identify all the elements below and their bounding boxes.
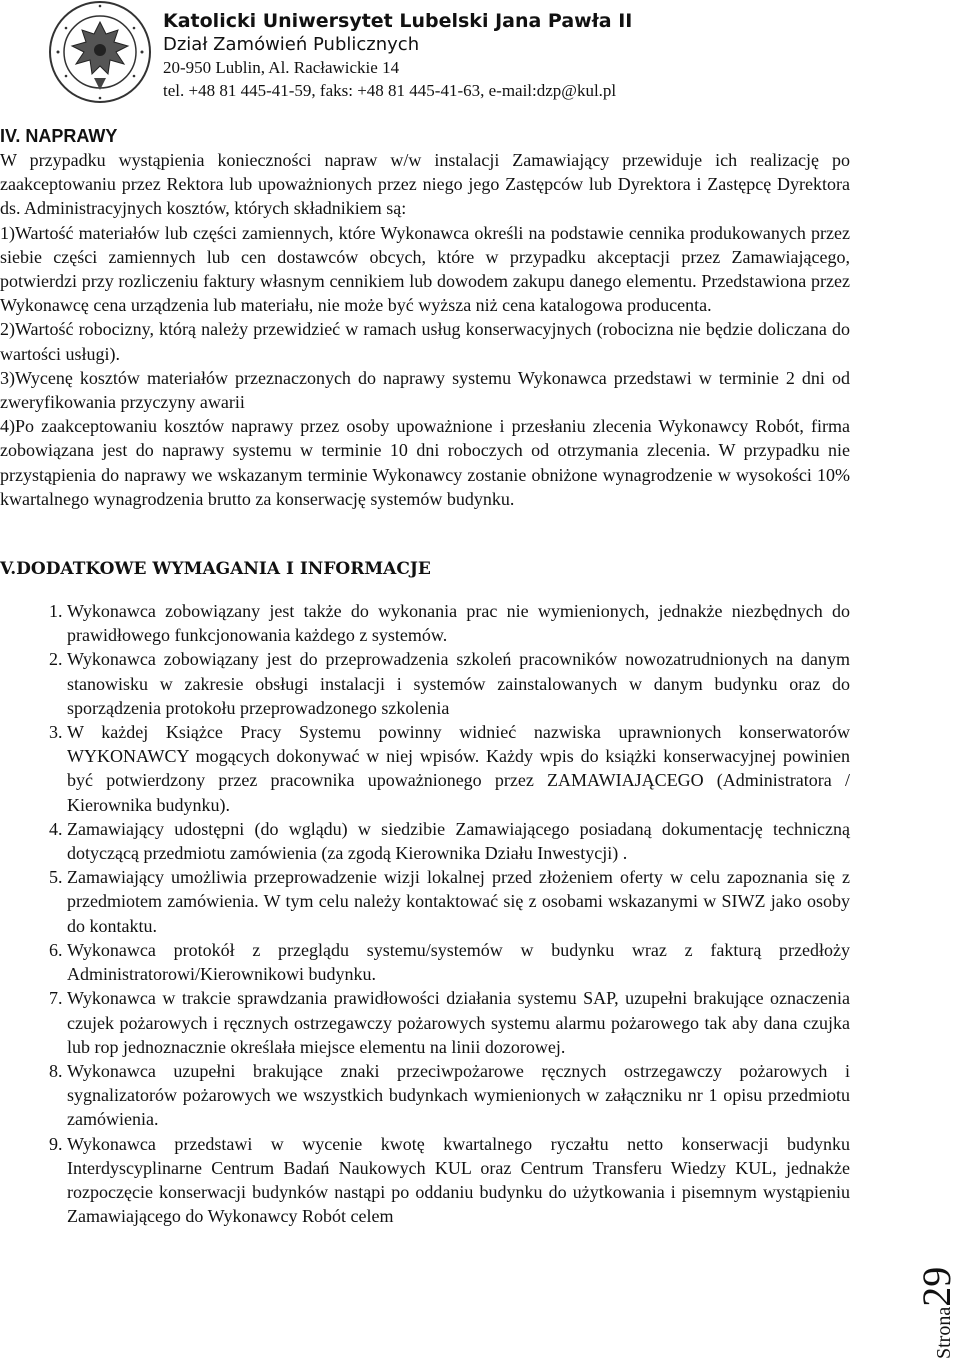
list-item: 6. Wykonawca protokół z przeglądu systemu/systemów w budynku wraz z fakturą przedłoży Administratorowi/Kierownikowi budynku. xyxy=(67,938,850,986)
page-label: Strona xyxy=(933,1306,955,1359)
requirements-list xyxy=(0,599,850,1228)
section-spacer xyxy=(0,511,850,557)
list-item: 8. Wykonawca uzupełni brakujące znaki przeciwpożarowe ręcznych ostrzegawczy pożarowych i sygnalizatorów pożarowych we wszystkich budynkach wymienionych w załączniku nr 1 opisu przedmiotu zamówienia. xyxy=(67,1059,850,1132)
section-4-title: IV. NAPRAWY xyxy=(0,126,118,146)
university-name: Katolicki Uniwersytet Lubelski Jana Pawła II xyxy=(163,10,633,32)
section-4-point-2: 2)Wartość robocizny, którą należy przewidzieć w ramach usług konserwacyjnych (robocizna nie będzie doliczana do wartości usługi). xyxy=(0,319,850,364)
section-4-intro-paragraph: W przypadku wystąpienia konieczności napraw w/w instalacji Zamawiający przewiduje ich realizację po zaakceptowaniu przez Rektora lub upoważnionych przez niego jego Zastępców lub Dyrektora i Zastępcę Dyrektora ds. Administracyjnych kosztów, których składnikiem są: xyxy=(0,150,850,219)
page-number: 29 xyxy=(914,1266,959,1307)
page-footer xyxy=(914,1230,960,1359)
header-text-block xyxy=(163,10,632,102)
section-5-title: V.DODATKOWE WYMAGANIA I INFORMACJE xyxy=(0,559,431,580)
section-4-point-4: 4)Po zaakceptowaniu kosztów naprawy przez osoby upoważnione i przesłaniu zlecenia Wykonawcy Robót, firma zobowiązana jest do naprawy systemu w terminie 10 dni roboczych od otrzymania zlecenia. W przypadku nie przystąpienia do naprawy we wskazanym terminie Wykonawcy zostanie obniżone wynagrodzenie w wysokości 10% kwartalnego wynagrodzenia brutto za konserwację systemów budynku. xyxy=(0,416,850,509)
page-number-block xyxy=(913,1267,960,1359)
department-name: Dział Zamówień Publicznych xyxy=(163,34,420,55)
section-4-point-3: 3)Wycenę kosztów materiałów przeznaczonych do naprawy systemu Wykonawca przedstawi w terminie 2 dni od zweryfikowania przyczyny awarii xyxy=(0,367,850,413)
list-item: 3. W każdej Książce Pracy Systemu powinny widnieć nazwiska uprawnionych konserwatorów WYKONAWCY mogących dokonywać w niej wpisów. Każdy wpis do książki konserwacyjnej powinien być potwierdzony przez pracownika upoważnionego przez ZAMAWIAJĄCEGO (Administratora / Kierownika budynku). xyxy=(67,720,850,817)
university-seal-logo xyxy=(46,0,154,104)
list-item: 2. Wykonawca zobowiązany jest do przeprowadzenia szkoleń pracowników nowozatrudnionych na danym stanowisku w zakresie obsługi instalacji i systemów zainstalowanych w danym budynku oraz do sporządzenia protokołu przeprowadzonego szkolenia xyxy=(67,647,850,720)
list-item: 7. Wykonawca w trakcie sprawdzania prawidłowości działania systemu SAP, uzupełni brakujące oznaczenia czujek pożarowych i ręcznych ostrzegawczy pożarowych systemu alarmu pożarowego tak aby dana czujka lub rop jednoznacznie określała miejsce elementu na linii dozorowej. xyxy=(67,986,850,1059)
list-item: 1. Wykonawca zobowiązany jest także do wykonania prac nie wymienionych, jednakże niezbędnych do prawidłowego funkcjonowania każdego z systemów. xyxy=(67,599,850,647)
contact-info: tel. +48 81 445-41-59, faks: +48 81 445-41-63, e-mail:dzp@kul.pl xyxy=(163,81,617,100)
section-4-point-1: 1)Wartość materiałów lub części zamiennych, które Wykonawca określi na podstawie cennika produkowanych przez siebie części zamiennych lub cen dostawców obcych, które w przypadku akceptacji przez Zamawiającego, potwierdzi przy rozliczeniu faktury własnym cennikiem lub dowodem zakupu danego elementu. Przedstawiona przez Wykonawcę cena urządzenia lub materiału, nie może być wyższa niż cena katalogowa producenta. xyxy=(0,222,850,316)
list-item: 9. Wykonawca przedstawi w wycenie kwotę kwartalnego ryczałtu netto konserwacji budynku Interdyscyplinarne Centrum Badań Naukowych KUL oraz Centrum Transferu Wiedzy KUL, jednakże rozpoczęcie konserwacji budynków nastąpi po oddaniu budynku do użytkowania i pisemnym wystąpieniu Zamawiającego do Wykonawcy Robót celem xyxy=(67,1132,850,1229)
list-item: 4. Zamawiający udostępni (do wglądu) w siedzibie Zamawiającego posiadaną dokumentację techniczną dotyczącą przedmiotu zamówienia (za zgodą Kierownika Działu Inwestycji) . xyxy=(67,817,850,865)
address: 20-950 Lublin, Al. Racławickie 14 xyxy=(163,58,400,77)
document-body xyxy=(0,124,850,1228)
document-header xyxy=(0,0,960,120)
list-item: 5. Zamawiający umożliwia przeprowadzenie wizji lokalnej przed złożeniem oferty w celu zapoznania się z przedmiotem zamówienia. W tym celu należy kontaktować się z osobami wskazanymi w SIWZ jako osoby do kontaktu. xyxy=(67,865,850,938)
